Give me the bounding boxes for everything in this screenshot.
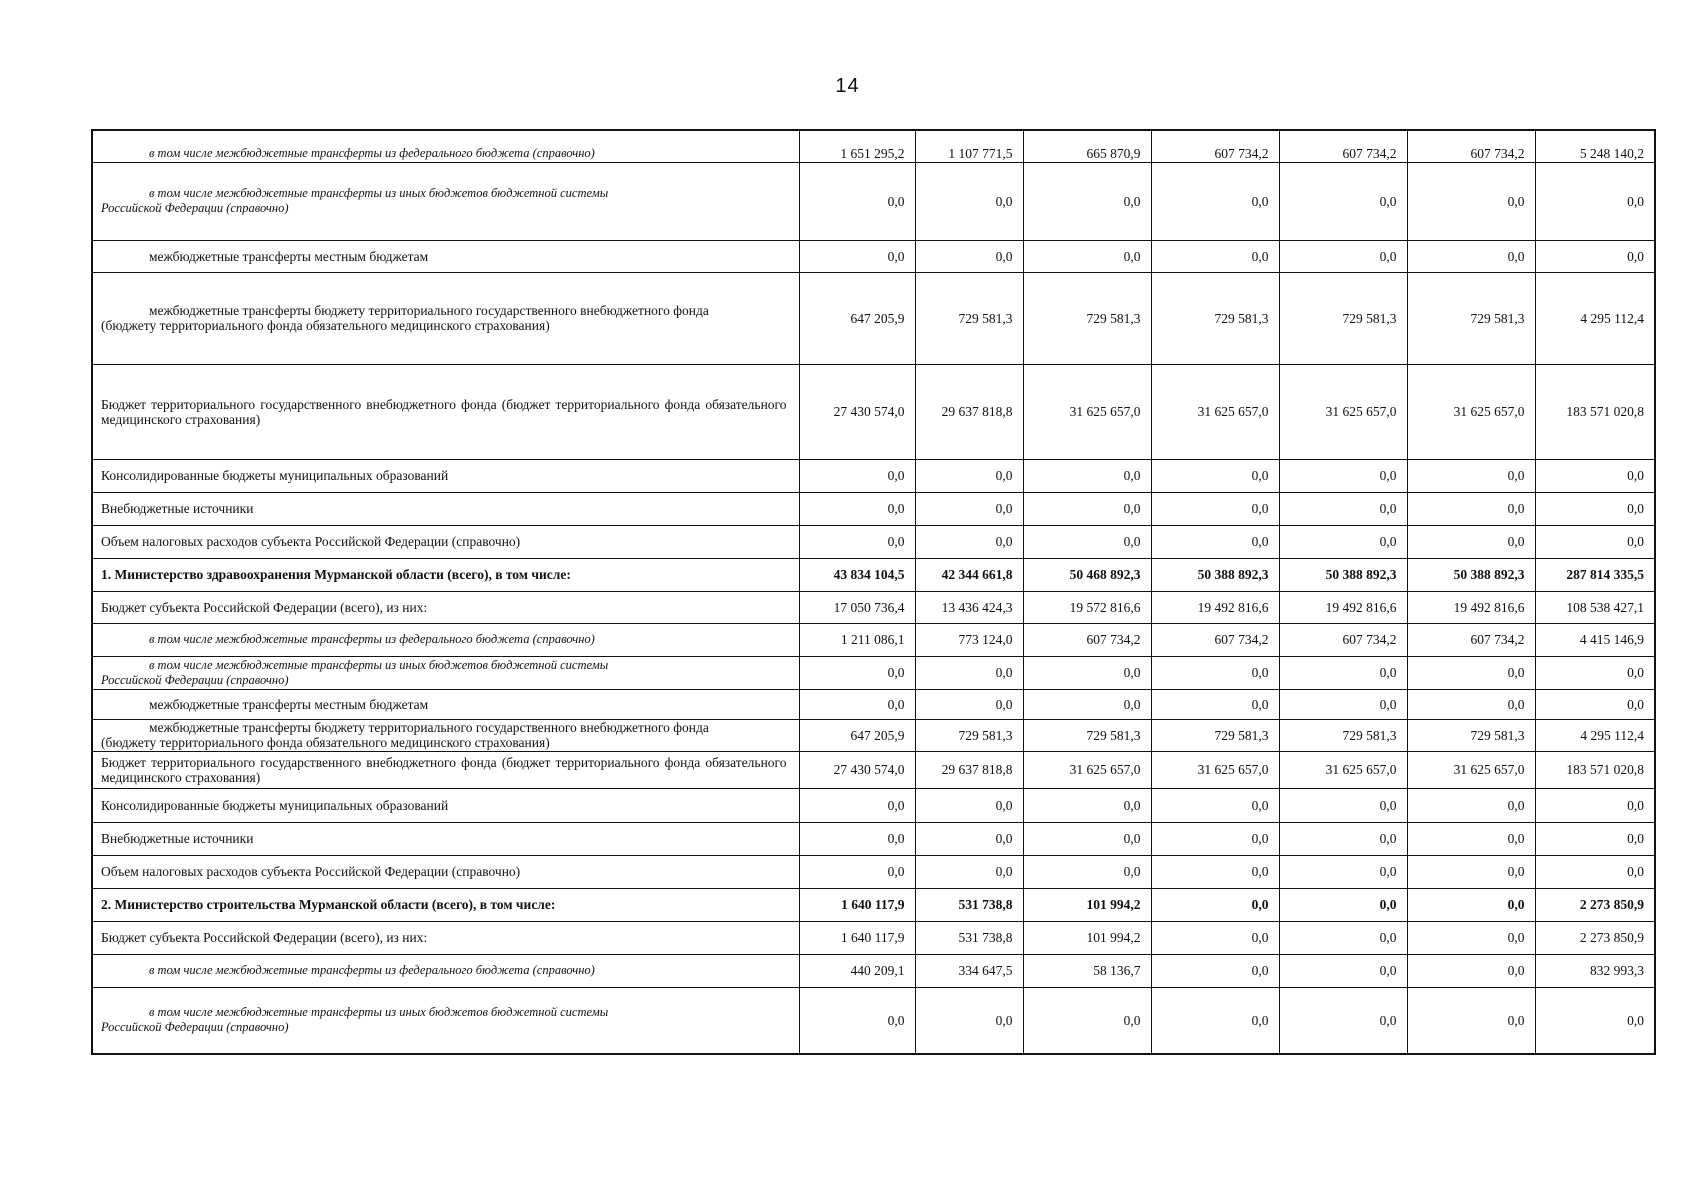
row-label	[92, 921, 799, 954]
row-value-col-6: 31 625 657,0	[1407, 364, 1535, 459]
row-value-col-2: 0,0	[915, 525, 1023, 558]
table-row	[92, 492, 1655, 525]
row-label	[92, 459, 799, 492]
row-value-col-4: 0,0	[1151, 855, 1279, 888]
row-value-col-2: 729 581,3	[915, 272, 1023, 364]
row-value-col-1: 27 430 574,0	[799, 364, 915, 459]
row-value-col-2: 729 581,3	[915, 719, 1023, 751]
row-value-col-2: 29 637 818,8	[915, 751, 1023, 788]
row-value-col-5: 0,0	[1279, 954, 1407, 987]
row-label-line: Российской Федерации (справочно)	[101, 1020, 289, 1035]
row-value-col-1: 0,0	[799, 240, 915, 272]
row-value-col-7: 287 814 335,5	[1535, 558, 1655, 591]
row-value-col-7: 0,0	[1535, 822, 1655, 855]
table-body	[92, 130, 1655, 1054]
row-value-col-4: 0,0	[1151, 656, 1279, 689]
row-label	[92, 954, 799, 987]
row-value-col-6: 0,0	[1407, 888, 1535, 921]
row-value-col-3: 0,0	[1023, 987, 1151, 1054]
row-value-col-4: 50 388 892,3	[1151, 558, 1279, 591]
budget-table	[91, 129, 1656, 1055]
row-value-col-7: 0,0	[1535, 525, 1655, 558]
row-value-col-5: 0,0	[1279, 162, 1407, 240]
row-value-col-7: 0,0	[1535, 788, 1655, 822]
row-value-col-5: 0,0	[1279, 855, 1407, 888]
row-value-col-4: 729 581,3	[1151, 719, 1279, 751]
row-value-col-6: 0,0	[1407, 689, 1535, 719]
row-value-col-4: 0,0	[1151, 525, 1279, 558]
row-label	[92, 623, 799, 656]
table-row	[92, 788, 1655, 822]
row-value-col-3: 0,0	[1023, 788, 1151, 822]
row-value-col-4: 607 734,2	[1151, 130, 1279, 162]
row-value-col-5: 0,0	[1279, 987, 1407, 1054]
row-value-col-7: 832 993,3	[1535, 954, 1655, 987]
row-label	[92, 689, 799, 719]
row-value-col-7: 4 415 146,9	[1535, 623, 1655, 656]
row-value-col-5: 31 625 657,0	[1279, 751, 1407, 788]
row-value-col-1: 43 834 104,5	[799, 558, 915, 591]
row-value-col-7: 0,0	[1535, 240, 1655, 272]
row-value-col-6: 19 492 816,6	[1407, 591, 1535, 623]
row-value-col-3: 31 625 657,0	[1023, 364, 1151, 459]
table-row	[92, 525, 1655, 558]
row-label	[92, 822, 799, 855]
row-value-col-6: 0,0	[1407, 525, 1535, 558]
row-value-col-2: 0,0	[915, 492, 1023, 525]
row-value-col-7: 2 273 850,9	[1535, 888, 1655, 921]
row-value-col-2: 0,0	[915, 689, 1023, 719]
row-value-col-3: 101 994,2	[1023, 921, 1151, 954]
table-row	[92, 719, 1655, 751]
row-value-col-2: 0,0	[915, 855, 1023, 888]
row-label-line: в том числе межбюджетные трансферты из иных бюджетов бюджетной системы	[149, 186, 609, 200]
row-value-col-4: 0,0	[1151, 822, 1279, 855]
row-value-col-7: 0,0	[1535, 689, 1655, 719]
row-value-col-7: 108 538 427,1	[1535, 591, 1655, 623]
row-value-col-4: 729 581,3	[1151, 272, 1279, 364]
table-row	[92, 459, 1655, 492]
table-row	[92, 656, 1655, 689]
row-value-col-1: 0,0	[799, 492, 915, 525]
row-value-col-1: 1 640 117,9	[799, 888, 915, 921]
row-value-col-6: 0,0	[1407, 987, 1535, 1054]
row-label	[92, 751, 799, 788]
table-row	[92, 623, 1655, 656]
table-row	[92, 130, 1655, 162]
row-value-col-3: 0,0	[1023, 162, 1151, 240]
row-value-col-3: 58 136,7	[1023, 954, 1151, 987]
table-row	[92, 987, 1655, 1054]
row-value-col-2: 773 124,0	[915, 623, 1023, 656]
row-value-col-2: 0,0	[915, 987, 1023, 1054]
row-value-col-1: 0,0	[799, 162, 915, 240]
row-value-col-1: 0,0	[799, 788, 915, 822]
row-label-line: Консолидированные бюджеты муниципальных образований	[101, 468, 449, 483]
row-label-line: в том числе межбюджетные трансферты из федерального бюджета (справочно)	[149, 145, 595, 160]
row-value-col-7: 0,0	[1535, 987, 1655, 1054]
row-value-col-1: 0,0	[799, 656, 915, 689]
row-value-col-5: 0,0	[1279, 656, 1407, 689]
row-value-col-6: 0,0	[1407, 656, 1535, 689]
table-row	[92, 921, 1655, 954]
row-value-col-7: 0,0	[1535, 656, 1655, 689]
row-value-col-7: 4 295 112,4	[1535, 719, 1655, 751]
row-value-col-6: 0,0	[1407, 459, 1535, 492]
row-value-col-1: 27 430 574,0	[799, 751, 915, 788]
row-value-col-5: 0,0	[1279, 689, 1407, 719]
row-value-col-4: 31 625 657,0	[1151, 364, 1279, 459]
row-value-col-3: 0,0	[1023, 689, 1151, 719]
row-value-col-4: 0,0	[1151, 459, 1279, 492]
row-label-line: Бюджет субъекта Российской Федерации (всего), из них:	[101, 599, 428, 615]
row-label-line: межбюджетные трансферты бюджету территориального государственного внебюджетного фонда	[149, 720, 709, 735]
row-value-col-2: 531 738,8	[915, 921, 1023, 954]
row-value-col-2: 1 107 771,5	[915, 130, 1023, 162]
row-value-col-3: 0,0	[1023, 855, 1151, 888]
row-value-col-1: 17 050 736,4	[799, 591, 915, 623]
row-value-col-2: 0,0	[915, 788, 1023, 822]
row-label-line: в том числе межбюджетные трансферты из федерального бюджета (справочно)	[149, 632, 595, 646]
row-label-line: 2. Министерство строительства Мурманской области (всего), в том числе:	[101, 897, 556, 912]
row-label-line: Бюджет территориального государственного внебюджетного фонда (бюджет территориального фонда обязательного медицинского страхования)	[101, 754, 787, 785]
row-value-col-7: 183 571 020,8	[1535, 364, 1655, 459]
page-number: 14	[835, 75, 860, 97]
row-value-col-7: 4 295 112,4	[1535, 272, 1655, 364]
row-value-col-1: 1 651 295,2	[799, 130, 915, 162]
row-label-line: в том числе межбюджетные трансферты из федерального бюджета (справочно)	[149, 963, 595, 977]
row-value-col-4: 0,0	[1151, 954, 1279, 987]
row-value-col-6: 0,0	[1407, 492, 1535, 525]
row-value-col-1: 0,0	[799, 459, 915, 492]
row-value-col-3: 31 625 657,0	[1023, 751, 1151, 788]
table-row	[92, 558, 1655, 591]
row-value-col-5: 19 492 816,6	[1279, 591, 1407, 623]
row-value-col-1: 0,0	[799, 525, 915, 558]
row-value-col-3: 607 734,2	[1023, 623, 1151, 656]
row-value-col-6: 0,0	[1407, 954, 1535, 987]
row-value-col-3: 0,0	[1023, 525, 1151, 558]
row-value-col-4: 0,0	[1151, 888, 1279, 921]
row-value-col-6: 0,0	[1407, 822, 1535, 855]
row-value-col-6: 607 734,2	[1407, 130, 1535, 162]
row-label-line: Российской Федерации (справочно)	[101, 201, 289, 215]
table-row	[92, 855, 1655, 888]
row-value-col-6: 0,0	[1407, 162, 1535, 240]
row-value-col-2: 0,0	[915, 459, 1023, 492]
table-row	[92, 272, 1655, 364]
row-label-line: Внебюджетные источники	[101, 501, 254, 516]
row-label-line: (бюджету территориального фонда обязательного медицинского страхования)	[101, 735, 550, 750]
row-label-line: в том числе межбюджетные трансферты из иных бюджетов бюджетной системы	[149, 1005, 609, 1020]
table-row	[92, 751, 1655, 788]
row-value-col-1: 647 205,9	[799, 719, 915, 751]
row-value-col-4: 31 625 657,0	[1151, 751, 1279, 788]
row-label-line: Консолидированные бюджеты муниципальных образований	[101, 797, 449, 813]
row-value-col-6: 0,0	[1407, 240, 1535, 272]
row-label-line: 1. Министерство здравоохранения Мурманской области (всего), в том числе:	[101, 567, 571, 582]
row-label	[92, 240, 799, 272]
row-value-col-6: 729 581,3	[1407, 719, 1535, 751]
row-value-col-5: 607 734,2	[1279, 623, 1407, 656]
table-row	[92, 364, 1655, 459]
row-value-col-7: 0,0	[1535, 855, 1655, 888]
row-value-col-2: 0,0	[915, 822, 1023, 855]
row-value-col-4: 0,0	[1151, 788, 1279, 822]
row-value-col-4: 607 734,2	[1151, 623, 1279, 656]
row-label	[92, 656, 799, 689]
row-value-col-5: 0,0	[1279, 921, 1407, 954]
row-value-col-5: 0,0	[1279, 240, 1407, 272]
row-label	[92, 719, 799, 751]
row-value-col-3: 19 572 816,6	[1023, 591, 1151, 623]
row-value-col-1: 440 209,1	[799, 954, 915, 987]
row-label	[92, 492, 799, 525]
row-value-col-4: 19 492 816,6	[1151, 591, 1279, 623]
row-label-line: Бюджет субъекта Российской Федерации (всего), из них:	[101, 930, 428, 945]
row-value-col-2: 42 344 661,8	[915, 558, 1023, 591]
row-value-col-5: 0,0	[1279, 822, 1407, 855]
row-label-line: в том числе межбюджетные трансферты из иных бюджетов бюджетной системы	[149, 657, 609, 672]
row-value-col-5: 50 388 892,3	[1279, 558, 1407, 591]
table-row	[92, 240, 1655, 272]
row-label-line: Бюджет территориального государственного внебюджетного фонда (бюджет территориального фонда обязательного медицинского страхования)	[101, 396, 787, 427]
row-value-col-3: 665 870,9	[1023, 130, 1151, 162]
row-label	[92, 888, 799, 921]
row-label	[92, 591, 799, 623]
row-label	[92, 558, 799, 591]
row-label	[92, 272, 799, 364]
row-value-col-5: 729 581,3	[1279, 719, 1407, 751]
row-label	[92, 130, 799, 162]
row-label	[92, 525, 799, 558]
row-value-col-6: 607 734,2	[1407, 623, 1535, 656]
row-value-col-6: 729 581,3	[1407, 272, 1535, 364]
row-value-col-1: 0,0	[799, 987, 915, 1054]
table-row	[92, 689, 1655, 719]
row-value-col-3: 0,0	[1023, 656, 1151, 689]
row-label-line: межбюджетные трансферты бюджету территориального государственного внебюджетного фонда	[149, 303, 709, 318]
row-value-col-4: 0,0	[1151, 162, 1279, 240]
row-value-col-7: 5 248 140,2	[1535, 130, 1655, 162]
row-label-line: (бюджету территориального фонда обязательного медицинского страхования)	[101, 318, 550, 333]
row-value-col-5: 607 734,2	[1279, 130, 1407, 162]
row-value-col-4: 0,0	[1151, 987, 1279, 1054]
row-value-col-2: 0,0	[915, 656, 1023, 689]
row-value-col-1: 647 205,9	[799, 272, 915, 364]
table-row	[92, 822, 1655, 855]
row-label-line: межбюджетные трансферты местным бюджетам	[149, 248, 429, 264]
row-value-col-3: 0,0	[1023, 459, 1151, 492]
row-value-col-2: 334 647,5	[915, 954, 1023, 987]
row-value-col-3: 729 581,3	[1023, 719, 1151, 751]
row-value-col-1: 1 640 117,9	[799, 921, 915, 954]
table-row	[92, 954, 1655, 987]
row-value-col-7: 0,0	[1535, 162, 1655, 240]
row-value-col-5: 0,0	[1279, 525, 1407, 558]
row-value-col-3: 0,0	[1023, 492, 1151, 525]
row-value-col-3: 101 994,2	[1023, 888, 1151, 921]
row-value-col-6: 31 625 657,0	[1407, 751, 1535, 788]
row-value-col-5: 31 625 657,0	[1279, 364, 1407, 459]
row-value-col-5: 0,0	[1279, 888, 1407, 921]
table-row	[92, 888, 1655, 921]
row-label	[92, 855, 799, 888]
row-label	[92, 788, 799, 822]
row-value-col-7: 183 571 020,8	[1535, 751, 1655, 788]
row-value-col-4: 0,0	[1151, 492, 1279, 525]
table-row	[92, 162, 1655, 240]
row-value-col-3: 0,0	[1023, 822, 1151, 855]
row-value-col-6: 0,0	[1407, 921, 1535, 954]
row-value-col-2: 13 436 424,3	[915, 591, 1023, 623]
row-value-col-5: 0,0	[1279, 492, 1407, 525]
row-value-col-4: 0,0	[1151, 689, 1279, 719]
row-value-col-6: 50 388 892,3	[1407, 558, 1535, 591]
row-value-col-3: 729 581,3	[1023, 272, 1151, 364]
row-label	[92, 364, 799, 459]
row-value-col-4: 0,0	[1151, 921, 1279, 954]
row-value-col-5: 0,0	[1279, 459, 1407, 492]
row-value-col-6: 0,0	[1407, 855, 1535, 888]
row-label-line: межбюджетные трансферты местным бюджетам	[149, 696, 429, 712]
row-label-line: Российской Федерации (справочно)	[101, 672, 289, 687]
row-value-col-6: 0,0	[1407, 788, 1535, 822]
row-value-col-1: 0,0	[799, 855, 915, 888]
row-value-col-4: 0,0	[1151, 240, 1279, 272]
row-value-col-7: 2 273 850,9	[1535, 921, 1655, 954]
row-value-col-5: 0,0	[1279, 788, 1407, 822]
row-value-col-3: 0,0	[1023, 240, 1151, 272]
row-label-line: Внебюджетные источники	[101, 831, 254, 846]
row-value-col-2: 0,0	[915, 240, 1023, 272]
row-value-col-1: 0,0	[799, 822, 915, 855]
row-label-line: Объем налоговых расходов субъекта Российской Федерации (справочно)	[101, 864, 521, 879]
row-value-col-7: 0,0	[1535, 459, 1655, 492]
table-row	[92, 591, 1655, 623]
row-value-col-2: 531 738,8	[915, 888, 1023, 921]
row-label-line: Объем налоговых расходов субъекта Российской Федерации (справочно)	[101, 534, 521, 549]
row-value-col-1: 0,0	[799, 689, 915, 719]
row-value-col-7: 0,0	[1535, 492, 1655, 525]
row-value-col-5: 729 581,3	[1279, 272, 1407, 364]
row-value-col-2: 29 637 818,8	[915, 364, 1023, 459]
row-label	[92, 987, 799, 1054]
row-label	[92, 162, 799, 240]
row-value-col-2: 0,0	[915, 162, 1023, 240]
row-value-col-1: 1 211 086,1	[799, 623, 915, 656]
row-value-col-3: 50 468 892,3	[1023, 558, 1151, 591]
